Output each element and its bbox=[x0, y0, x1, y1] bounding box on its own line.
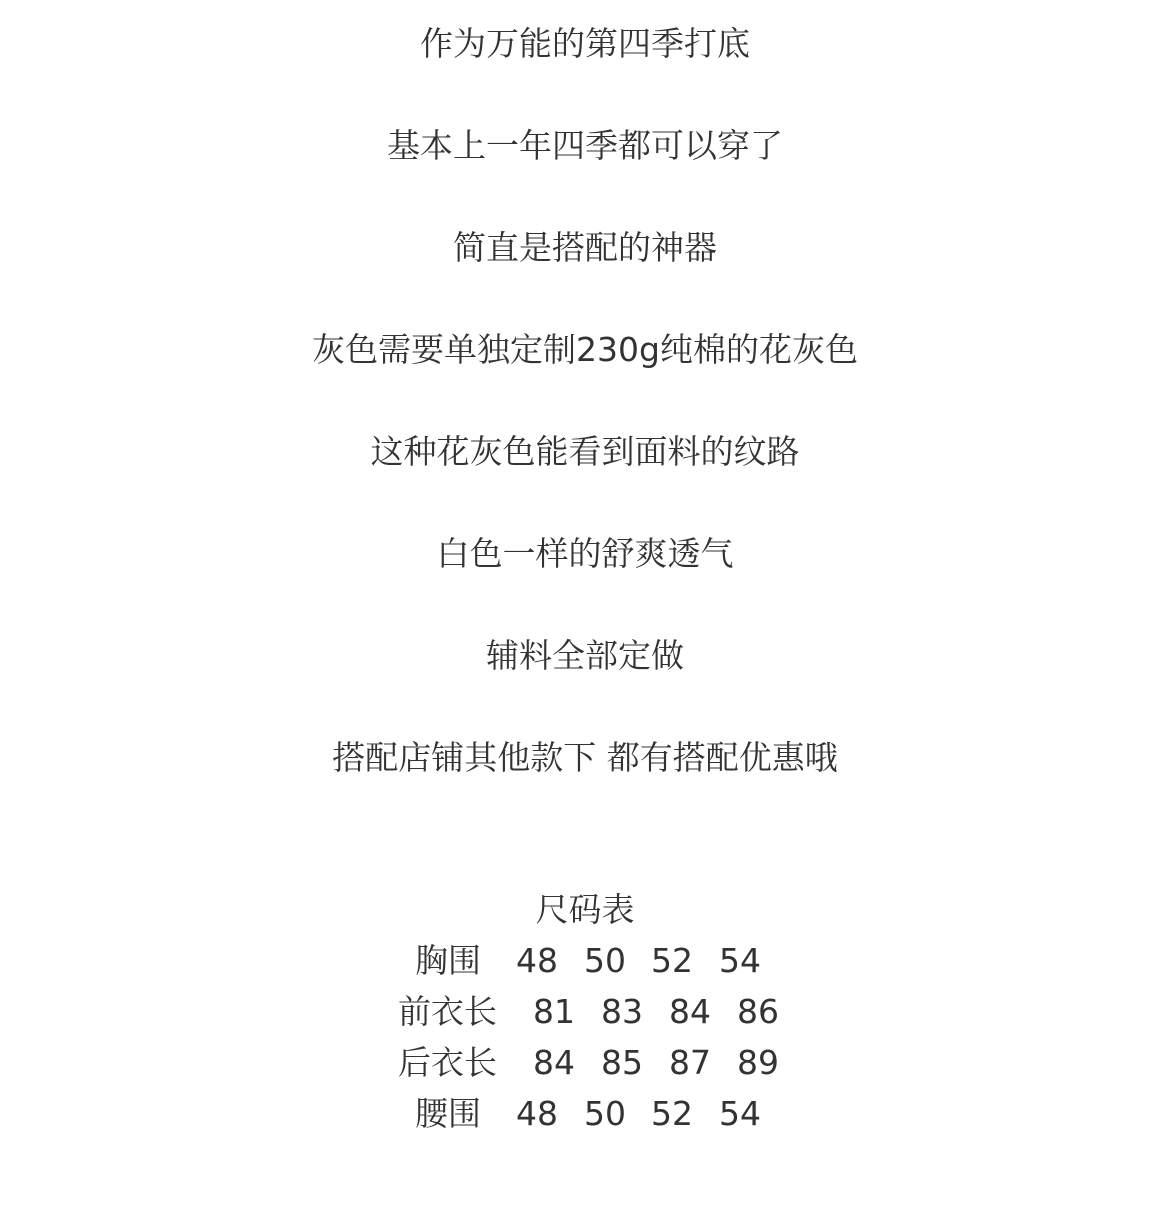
size-value: 54 bbox=[719, 941, 761, 980]
description-line: 辅料全部定做 bbox=[486, 636, 684, 675]
size-row-back-length bbox=[0, 1043, 1170, 1083]
description-line: 作为万能的第四季打底 bbox=[420, 24, 750, 63]
size-value: 48 bbox=[516, 941, 558, 980]
description-line: 灰色需要单独定制230g纯棉的花灰色 bbox=[312, 330, 858, 369]
size-value: 84 bbox=[533, 1043, 575, 1082]
size-row-chest bbox=[0, 941, 1170, 981]
description-line: 这种花灰色能看到面料的纹路 bbox=[370, 432, 800, 471]
size-value: 54 bbox=[719, 1094, 761, 1133]
size-value: 83 bbox=[601, 992, 643, 1031]
size-chart-title: 尺码表 bbox=[535, 890, 635, 929]
size-value: 52 bbox=[651, 941, 693, 980]
size-row-label: 胸围 bbox=[415, 941, 481, 980]
size-value: 48 bbox=[516, 1094, 558, 1133]
size-value: 87 bbox=[669, 1043, 711, 1082]
size-value: 84 bbox=[669, 992, 711, 1031]
description-line: 搭配店铺其他款下 都有搭配优惠哦 bbox=[332, 738, 838, 777]
size-value: 85 bbox=[601, 1043, 643, 1082]
description-line: 基本上一年四季都可以穿了 bbox=[387, 126, 783, 165]
size-value: 50 bbox=[584, 941, 626, 980]
size-value: 52 bbox=[651, 1094, 693, 1133]
size-value: 86 bbox=[737, 992, 779, 1031]
description-line: 白色一样的舒爽透气 bbox=[436, 534, 734, 573]
size-row-label: 前衣长 bbox=[398, 992, 497, 1031]
size-row-label: 腰围 bbox=[415, 1094, 481, 1133]
size-value: 81 bbox=[533, 992, 575, 1031]
size-row-label: 后衣长 bbox=[398, 1043, 497, 1082]
size-row-front-length bbox=[0, 992, 1170, 1032]
description-line: 简直是搭配的神器 bbox=[453, 228, 717, 267]
size-value: 89 bbox=[737, 1043, 779, 1082]
size-row-waist bbox=[0, 1094, 1170, 1134]
size-value: 50 bbox=[584, 1094, 626, 1133]
